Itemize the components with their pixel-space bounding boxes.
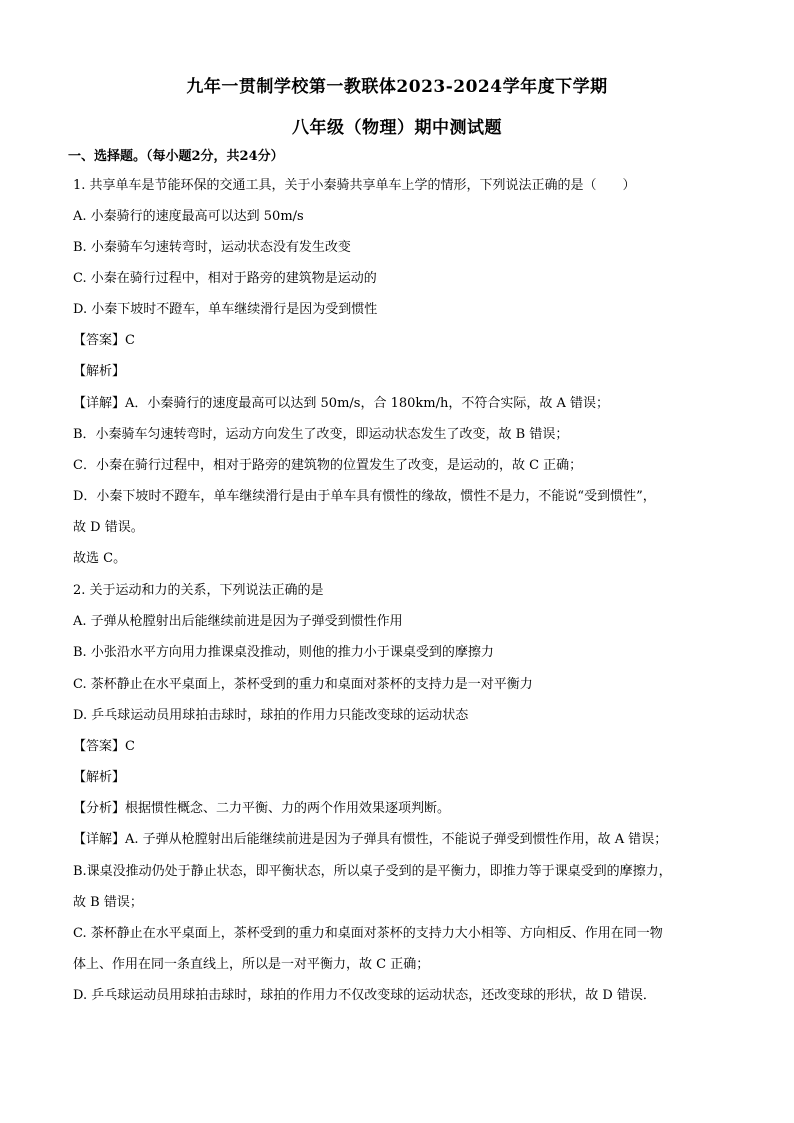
q2-stem: 2. 关于运动和力的关系，下列说法正确的是 — [73, 583, 324, 598]
q1-option-b: B. 小秦骑车匀速转弯时，运动状态没有发生改变 — [73, 240, 351, 255]
q2-option-d: D. 乒乓球运动员用球拍击球时，球拍的作用力只能改变球的运动状态 — [73, 708, 469, 723]
q2-detail-c: C. 茶杯静止在水平桌面上，茶杯受到的重力和桌面对茶杯的支持力大小相等、方向相反、作用在同一物 — [73, 926, 663, 941]
q2-detail-b: B.课桌没推动仍处于静止状态，即平衡状态，所以桌子受到的是平衡力，即推力等于课桌受到的摩擦力， — [73, 864, 672, 879]
q2-answer: 【答案】C — [73, 739, 135, 754]
q2-detail-a: 【详解】A. 子弹从枪膛射出后能继续前进是因为子弹具有惯性，不能说子弹受到惯性作用，故 A 错误； — [73, 832, 668, 847]
q1-option-d: D. 小秦下坡时不蹬车，单车继续滑行是因为受到惯性 — [73, 302, 378, 317]
q2-option-a: A. 子弹从枪膛射出后能继续前进是因为子弹受到惯性作用 — [73, 614, 403, 629]
q1-stem: 1. 共享单车是节能环保的交通工具，关于小秦骑共享单车上学的情形，下列说法正确的是（ ） — [73, 178, 636, 193]
q1-conclusion: 故选 C。 — [73, 551, 127, 566]
q1-analysis-label: 【解析】 — [73, 364, 126, 379]
q2-option-b: B. 小张沿水平方向用力推课桌没推动，则他的推力小于课桌受到的摩擦力 — [73, 645, 494, 660]
q2-detail-d: D. 乒乓球运动员用球拍击球时，球拍的作用力不仅改变球的运动状态，还改变球的形状，故 D 错误． — [73, 988, 656, 1003]
q1-detail-a: 【详解】A．小秦骑行的速度最高可以达到 50m/s，合 180km/h，不符合实际，故 A 错误； — [73, 396, 609, 411]
section-heading: 一、选择题。（每小题2分，共24分） — [68, 149, 284, 164]
q1-answer: 【答案】C — [73, 333, 135, 348]
q1-detail-d-cont: 故 D 错误。 — [73, 520, 144, 535]
q1-detail-c: C．小秦在骑行过程中，相对于路旁的建筑物的位置发生了改变，是运动的，故 C 正确； — [73, 458, 583, 473]
q1-detail-d: D．小秦下坡时不蹬车，单车继续滑行是由于单车具有惯性的缘故，惯性不是力，不能说“受到惯性”， — [73, 489, 656, 504]
q2-detail-b-cont: 故 B 错误； — [73, 895, 143, 910]
q2-analysis-label: 【解析】 — [73, 770, 126, 785]
q1-option-a: A. 小秦骑行的速度最高可以达到 50m/s — [73, 209, 304, 224]
q2-option-c: C. 茶杯静止在水平桌面上，茶杯受到的重力和桌面对茶杯的支持力是一对平衡力 — [73, 677, 533, 692]
q2-detail-c-cont: 体上、作用在同一条直线上，所以是一对平衡力，故 C 正确； — [73, 957, 430, 972]
exam-title: 九年一贯制学校第一教联体2023-2024学年度下学期 — [186, 77, 608, 97]
exam-subtitle: 八年级（物理）期中测试题 — [292, 118, 502, 138]
q1-detail-b: B．小秦骑车匀速转弯时，运动方向发生了改变，即运动状态发生了改变，故 B 错误； — [73, 427, 569, 442]
q2-analysis-summary: 【分析】根据惯性概念、二力平衡、力的两个作用效果逐项判断。 — [73, 801, 451, 816]
q1-option-c: C. 小秦在骑行过程中，相对于路旁的建筑物是运动的 — [73, 271, 377, 286]
